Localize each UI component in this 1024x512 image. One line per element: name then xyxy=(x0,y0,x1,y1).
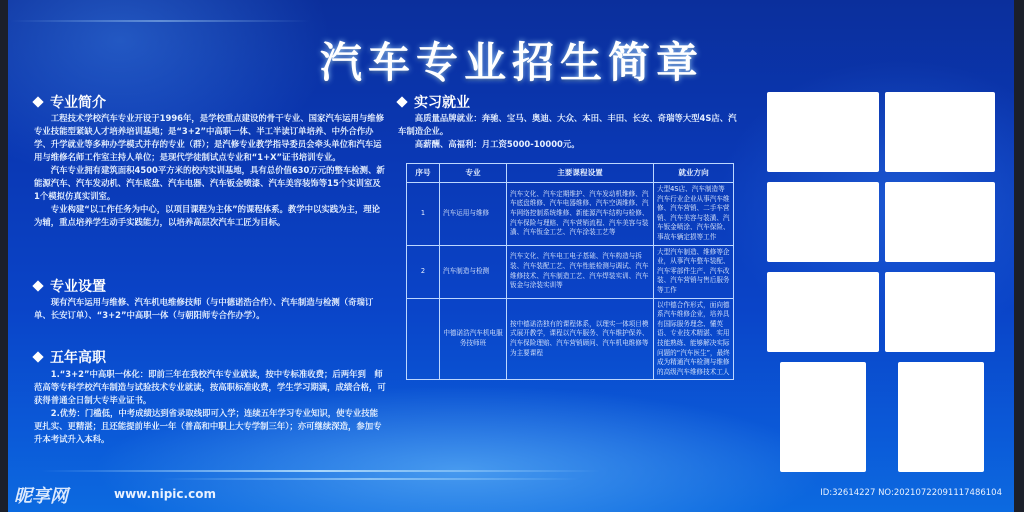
light-streak xyxy=(40,470,600,472)
row-courses: 按中德诺浩独有的课程体系，以理实一体项目模式展开教学，课程以汽车服务、汽车维护保养、汽车保险理赔、汽车营销顾问、汽车机电维修等为主要课程 xyxy=(507,298,654,380)
row-jobs: 以中德合作形式，面向德系汽车维修企业，培养具有国际服务理念、懂英语、专业技术精湛、实用技能熟练、能够解决实际问题的“汽车医生”，最终成为精通汽车检测与维修的高级汽车维修技术工人 xyxy=(654,298,734,380)
five-year-items xyxy=(34,368,386,446)
diamond-icon xyxy=(32,96,43,107)
paragraph: 2.优势：门槛低，中考成绩达到省录取线即可入学；连续五年学习专业知识，使专业技能更扎实、更精湛；且还能提前毕业一年（普高和中职上大专学制三年）；亦可继续深造，参加专升本考试升入本科。 xyxy=(34,408,382,444)
row-number xyxy=(407,298,440,380)
photo-placeholder xyxy=(885,272,995,352)
diamond-icon xyxy=(32,351,43,362)
course-table xyxy=(406,163,734,380)
row-jobs: 大型汽车制造、维修等企业，从事汽车整车装配、汽车零部件生产、汽车改装、汽车营销与售后服务等工作 xyxy=(654,245,734,298)
table-row xyxy=(407,245,734,298)
watermark-id: ID:32614227 NO:20210722091117486104 xyxy=(820,488,1002,498)
photo-placeholder xyxy=(885,92,995,172)
table-header-row xyxy=(407,164,734,183)
row-major: 汽车制造与检测 xyxy=(440,245,507,298)
watermark-logo: 昵享网 xyxy=(14,486,68,507)
section-heading-internship xyxy=(398,92,470,112)
row-number: 2 xyxy=(407,245,440,298)
paragraph: 专业构建“以工作任务为中心，以项目课程为主体”的课程体系。教学中以实践为主，理论为辅，重点培养学生动手实践能力，以培养高层次汽车工匠为目标。 xyxy=(34,204,381,227)
paragraph: 汽车专业拥有建筑面积4500平方米的校内实训基地，具有总价值630万元的整车检测、新能源汽车、汽车发动机、汽车底盘、汽车电器、汽车钣金喷漆、汽车美容装饰等15个实训室及1个模拟仿真实训室。 xyxy=(34,165,385,201)
section-heading-five-year xyxy=(34,347,106,367)
row-courses: 汽车文化、汽车定期维护、汽车发动机维修、汽车底盘维修、汽车电器维修、汽车空调维修、汽车网络控制系统维修、新能源汽车结构与检修、汽车保险与理赔、汽车营销流程、汽车美容与装潢、汽车钣金工艺、汽车涂装工艺等 xyxy=(507,183,654,246)
column-header: 专业 xyxy=(440,164,507,183)
diamond-icon xyxy=(396,96,407,107)
column-header: 主要课程设置 xyxy=(507,164,654,183)
row-courses: 汽车文化、汽车电工电子基础、汽车构造与拆装、汽车装配工艺、汽车性能检测与调试、汽车维修技术、汽车制造工艺、汽车焊装实训、汽车钣金与涂装实训等 xyxy=(507,245,654,298)
paragraph: 工程技术学校汽车专业开设于1996年，是学校重点建设的骨干专业、国家汽车运用与维修专业技能型紧缺人才培养培训基地；是“3+2”中高职一体、半工半读订单培养、中外合作办学、升学就业等多种办学模式并存的专业（群）；是汽修专业教学指导委员会牵头单位和汽车运用与维修名师工作室主持人单位；是现代学徒制试点专业和“1+X”证书培训专业。 xyxy=(34,113,384,162)
page-title: 汽车专业招生简章 xyxy=(319,38,704,87)
diamond-icon xyxy=(32,280,43,291)
row-major: 汽车运用与维修 xyxy=(440,183,507,246)
setting-text xyxy=(34,296,386,322)
watermark-url: www.nipic.com xyxy=(114,487,216,501)
section-heading-intro xyxy=(34,92,106,112)
table-row xyxy=(407,298,734,380)
paragraph: 1.“3+2”中高职一体化：即前三年在我校汽车专业就读，按中专标准收费；后两年到 师范高等专科学校汽车制造与试验技术专业就读，按高职标准收费，学生学习期满，成绩合格，可获得普通全日制大专毕业证书。 xyxy=(34,369,386,405)
internship-text xyxy=(398,112,738,151)
section-heading-label: 专业设置 xyxy=(50,279,106,295)
paragraph: 现有汽车运用与维修、汽车机电维修技师（与中德诺浩合作）、汽车制造与检测（奇瑞订单、长安订单）、“3+2”中高职一体（与朝阳师专合作办学）。 xyxy=(34,297,374,320)
intro-paragraphs xyxy=(34,112,386,229)
photo-placeholder xyxy=(767,272,879,352)
table-row xyxy=(407,183,734,246)
section-heading-label: 实习就业 xyxy=(414,95,470,111)
photo-placeholder xyxy=(885,182,995,262)
column-header: 序号 xyxy=(407,164,440,183)
row-major: 中德诺浩汽车机电服务技师班 xyxy=(440,298,507,380)
light-streak xyxy=(160,478,580,480)
paragraph: 高薪酬、高福利：月工资5000-10000元。 xyxy=(414,139,580,149)
photo-placeholder xyxy=(767,92,879,172)
photo-placeholder xyxy=(898,362,984,472)
column-header: 就业方向 xyxy=(654,164,734,183)
section-heading-label: 五年高职 xyxy=(50,350,106,366)
row-jobs: 大型4S店、汽车制造等汽车行业企业从事汽车维修、汽车营销、二手车营销、汽车美容与装潢、汽车钣金喷涂、汽车保险、事故车辆定损等工作 xyxy=(654,183,734,246)
section-heading-label: 专业简介 xyxy=(50,95,106,111)
row-number: 1 xyxy=(407,183,440,246)
photo-placeholder xyxy=(767,182,879,262)
light-streak xyxy=(10,20,310,22)
section-heading-setting xyxy=(34,276,106,296)
photo-placeholder xyxy=(780,362,866,472)
paragraph: 高质量品牌就业：奔驰、宝马、奥迪、大众、本田、丰田、长安、奇瑞等大型4S店、汽车制造企业。 xyxy=(398,113,737,136)
